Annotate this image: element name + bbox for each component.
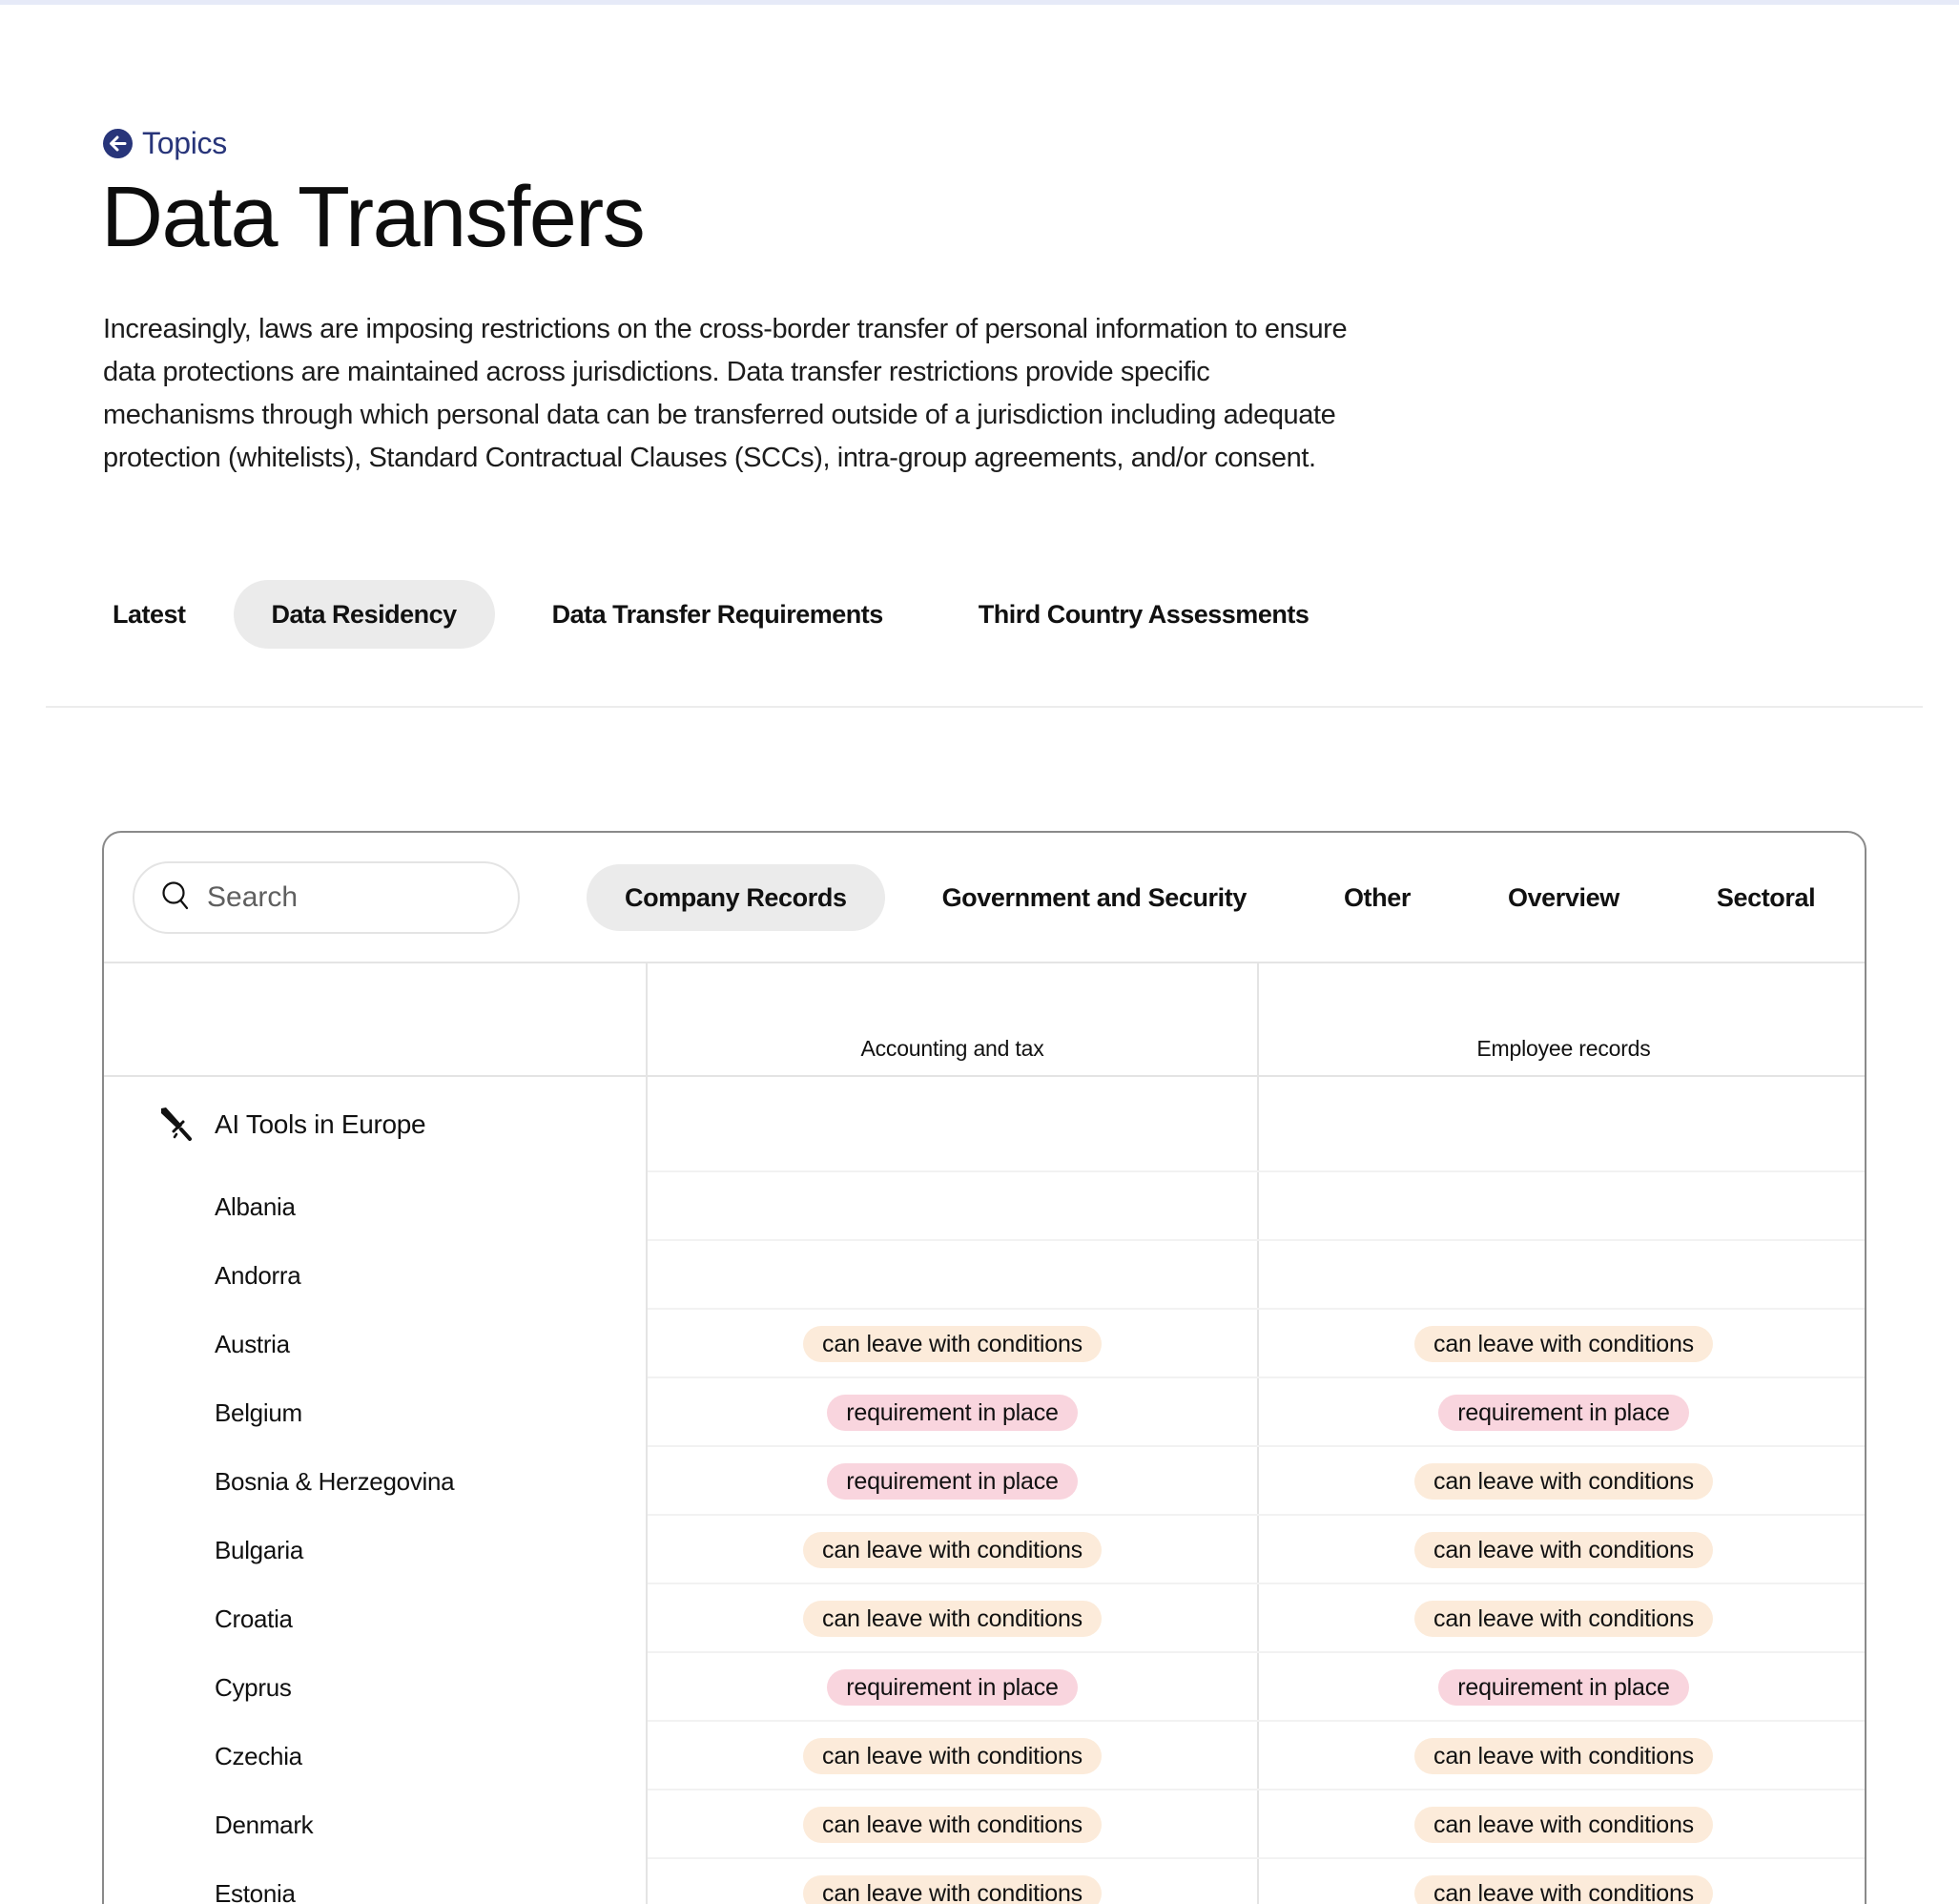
table-row[interactable] bbox=[104, 1653, 1865, 1722]
cell-accounting-and-tax bbox=[648, 1790, 1257, 1859]
country-name: Bosnia & Herzegovina bbox=[215, 1466, 455, 1496]
country-name: Cyprus bbox=[215, 1672, 292, 1702]
category-tab-other[interactable]: Other bbox=[1343, 882, 1411, 912]
tab-latest[interactable]: Latest bbox=[113, 599, 186, 629]
status-badge: can leave with conditions bbox=[803, 1807, 1102, 1843]
table-header-row bbox=[104, 963, 1865, 1077]
table-row[interactable] bbox=[104, 1859, 1865, 1904]
cell-accounting-and-tax bbox=[648, 1172, 1257, 1241]
status-badge: requirement in place bbox=[827, 1395, 1078, 1431]
cell-accounting-and-tax bbox=[648, 1241, 1257, 1310]
table-row[interactable] bbox=[104, 1241, 1865, 1310]
status-badge: can leave with conditions bbox=[1414, 1875, 1713, 1904]
country-name: Estonia bbox=[215, 1878, 296, 1904]
tab-data-transfer-requirements[interactable]: Data Transfer Requirements bbox=[551, 599, 883, 629]
cell-employee-records bbox=[1259, 1172, 1866, 1241]
tab-data-residency[interactable]: Data Residency bbox=[234, 580, 495, 649]
country-name: Denmark bbox=[215, 1810, 314, 1839]
tab-third-country-assessments[interactable]: Third Country Assessments bbox=[978, 599, 1309, 629]
category-tabs bbox=[587, 864, 1853, 931]
status-badge: can leave with conditions bbox=[1414, 1738, 1713, 1774]
search-input[interactable] bbox=[207, 881, 493, 914]
table-row[interactable] bbox=[104, 1722, 1865, 1790]
status-badge: requirement in place bbox=[1438, 1669, 1689, 1706]
country-name: Austria bbox=[215, 1329, 290, 1358]
cell-accounting-and-tax bbox=[648, 1722, 1257, 1790]
top-border-strip bbox=[0, 0, 1959, 5]
cell-employee-records bbox=[1259, 1584, 1866, 1653]
status-badge: can leave with conditions bbox=[803, 1738, 1102, 1774]
cell-employee-records bbox=[1259, 1859, 1866, 1904]
category-tab-sectoral[interactable]: Sectoral bbox=[1716, 882, 1816, 912]
cell-employee-records bbox=[1259, 1722, 1866, 1790]
status-badge: can leave with conditions bbox=[803, 1601, 1102, 1637]
table-row[interactable] bbox=[104, 1584, 1865, 1653]
page-intro: Increasingly, laws are imposing restrictions on the cross-border transfer of personal information to ensure data protections are maintained across jurisdictions. Data transfer restrictions provide specific mechanisms through which personal data can be transferred outside of a jurisdiction including adequate protection (whitelists), Standard Contractual Clauses (SCCs), intra-group agreements, and/or consent. bbox=[103, 314, 1348, 473]
cell-accounting-and-tax bbox=[648, 1859, 1257, 1904]
cell-employee-records bbox=[1259, 1378, 1866, 1447]
search-icon bbox=[161, 880, 190, 916]
table-row[interactable] bbox=[104, 1172, 1865, 1241]
status-badge: can leave with conditions bbox=[803, 1875, 1102, 1904]
country-name: Belgium bbox=[215, 1397, 302, 1427]
table-row[interactable] bbox=[104, 1516, 1865, 1584]
cell-employee-records bbox=[1259, 1310, 1866, 1378]
country-name: Croatia bbox=[215, 1604, 293, 1633]
status-badge: can leave with conditions bbox=[1414, 1463, 1713, 1500]
page-title: Data Transfers bbox=[101, 170, 645, 265]
sword-icon bbox=[157, 1106, 196, 1144]
residency-table bbox=[104, 963, 1865, 1904]
status-badge: requirement in place bbox=[827, 1463, 1078, 1500]
cell-accounting-and-tax bbox=[648, 1653, 1257, 1722]
cell-employee-records bbox=[1259, 1790, 1866, 1859]
status-badge: can leave with conditions bbox=[803, 1532, 1102, 1568]
section-divider bbox=[46, 706, 1923, 708]
status-badge: can leave with conditions bbox=[1414, 1326, 1713, 1362]
status-badge: can leave with conditions bbox=[803, 1326, 1102, 1362]
data-residency-table-card bbox=[102, 831, 1866, 1904]
country-name: Czechia bbox=[215, 1741, 302, 1770]
cell-employee-records bbox=[1259, 1241, 1866, 1310]
column-header-employee-records: Employee records bbox=[1476, 1036, 1651, 1061]
status-badge: can leave with conditions bbox=[1414, 1807, 1713, 1843]
status-badge: can leave with conditions bbox=[1414, 1601, 1713, 1637]
cell-accounting-and-tax bbox=[648, 1310, 1257, 1378]
search-box[interactable] bbox=[133, 861, 520, 934]
cell-accounting-and-tax bbox=[648, 1378, 1257, 1447]
table-row[interactable] bbox=[104, 1378, 1865, 1447]
back-to-topics-link[interactable] bbox=[103, 126, 227, 161]
group-row-ai-tools-in-europe[interactable] bbox=[104, 1077, 1865, 1172]
cell-employee-records bbox=[1259, 1653, 1866, 1722]
country-name: Albania bbox=[215, 1191, 296, 1221]
table-toolbar bbox=[104, 833, 1865, 963]
arrow-left-circle-icon bbox=[103, 129, 133, 158]
status-badge: requirement in place bbox=[1438, 1395, 1689, 1431]
cell-accounting-and-tax bbox=[648, 1584, 1257, 1653]
table-row[interactable] bbox=[104, 1447, 1865, 1516]
status-badge: requirement in place bbox=[827, 1669, 1078, 1706]
country-name: Andorra bbox=[215, 1260, 301, 1290]
country-name: Bulgaria bbox=[215, 1535, 303, 1564]
category-tab-company-records[interactable]: Company Records bbox=[587, 864, 885, 931]
topic-tabs bbox=[84, 580, 1347, 649]
cell-accounting-and-tax bbox=[648, 1447, 1257, 1516]
table-row[interactable] bbox=[104, 1790, 1865, 1859]
table-row[interactable] bbox=[104, 1310, 1865, 1378]
category-tab-overview[interactable]: Overview bbox=[1507, 882, 1619, 912]
back-link-label: Topics bbox=[142, 126, 227, 160]
status-badge: can leave with conditions bbox=[1414, 1532, 1713, 1568]
column-header-accounting-and-tax: Accounting and tax bbox=[860, 1036, 1044, 1061]
category-tab-government-and-security[interactable]: Government and Security bbox=[941, 882, 1247, 912]
cell-employee-records bbox=[1259, 1516, 1866, 1584]
group-label: AI Tools in Europe bbox=[215, 1109, 426, 1139]
cell-accounting-and-tax bbox=[648, 1516, 1257, 1584]
cell-employee-records bbox=[1259, 1447, 1866, 1516]
